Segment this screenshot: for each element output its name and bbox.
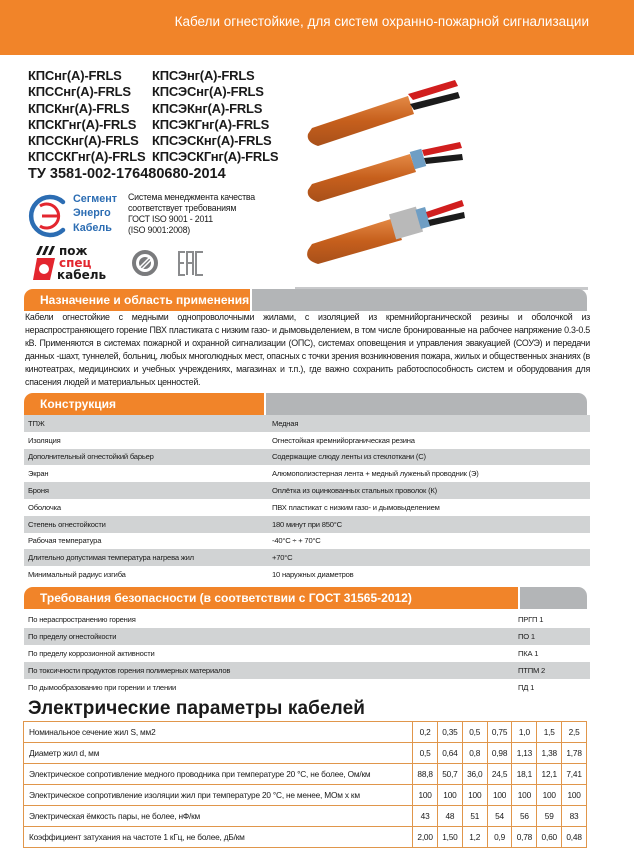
table-row <box>24 827 587 848</box>
row-value: ПКА 1 <box>518 649 539 658</box>
row-key: Дополнительный огнестойкий барьер <box>24 449 268 466</box>
model-name: КПССнг(А)-FRLS <box>28 84 131 100</box>
segment-energo-name <box>73 192 117 235</box>
row-value: ПРГП 1 <box>518 615 544 624</box>
table-row <box>24 645 590 662</box>
row-value: ПД 1 <box>518 683 535 692</box>
cell: 0,2 <box>413 722 438 743</box>
cell: 100 <box>462 785 487 806</box>
row-key: Длительно допустимая температура нагрева жил <box>24 549 268 566</box>
row-key: Степень огнестойкости <box>24 516 268 533</box>
row-value: ПО 1 <box>514 628 590 645</box>
row-value: +70°С <box>268 549 590 566</box>
row-value: Алюмополиэстерная лента + медный луженый проводник (Э) <box>272 469 479 479</box>
table-row <box>24 722 587 743</box>
row-key: ТПЖ <box>24 415 268 432</box>
table-row <box>24 566 590 583</box>
row-key: По дымообразованию при горении и тлении <box>28 683 177 692</box>
cell: 56 <box>512 806 537 827</box>
row-key: По пределу коррозионной активности <box>28 649 155 658</box>
cell: 100 <box>562 785 587 806</box>
cables-illustration <box>300 70 634 280</box>
cell: 0,64 <box>438 743 463 764</box>
section-header-construction <box>24 393 587 415</box>
row-key: По нераспространению горения <box>28 615 136 624</box>
table-row <box>24 499 590 516</box>
cell: 0,48 <box>562 827 587 848</box>
section-title: Требования безопасности (в соответствии с ГОСТ 31565-2012) <box>24 587 518 609</box>
construction-table <box>24 415 590 583</box>
cell: 1,5 <box>537 722 562 743</box>
cell: 0,35 <box>438 722 463 743</box>
cell: 0,9 <box>487 827 512 848</box>
pozhspetskabel-logo-icon <box>33 244 115 282</box>
table-row <box>24 806 587 827</box>
segment-energo-logo-icon <box>25 192 73 240</box>
cell: 0,75 <box>487 722 512 743</box>
table-row <box>24 662 590 679</box>
section-header-purpose <box>24 289 587 311</box>
cell: 0,98 <box>487 743 512 764</box>
svg-text:пож: пож <box>59 244 88 258</box>
table-row <box>24 482 590 499</box>
table-row <box>24 516 590 533</box>
cell: 0,5 <box>413 743 438 764</box>
logo-word: Сегмент <box>73 193 118 205</box>
section-title: Назначение и область применения <box>24 289 250 311</box>
model-name: КПСЭКГнг(А)-FRLS <box>152 116 270 132</box>
cell: 100 <box>512 785 537 806</box>
cell: 7,41 <box>562 764 587 785</box>
tu-standard: ТУ 3581-002-176480680-2014 <box>28 166 226 182</box>
model-name: КПССКнг(А)-FRLS <box>28 133 139 149</box>
cell: 1,50 <box>438 827 463 848</box>
model-name: КПСЭСКГнг(А)-FRLS <box>152 149 279 165</box>
row-key: Экран <box>28 469 49 479</box>
row-value: ПТПМ 2 <box>514 662 590 679</box>
table-row <box>24 764 587 785</box>
section-header-fill <box>266 393 587 415</box>
cell: 51 <box>462 806 487 827</box>
header-banner <box>0 0 634 55</box>
iso-line: (ISO 9001:2008) <box>128 225 191 235</box>
row-value: Медная <box>268 415 590 432</box>
row-key: По токсичности продуктов горения полимерных материалов <box>24 662 514 679</box>
cell: 0,8 <box>462 743 487 764</box>
cell: 100 <box>537 785 562 806</box>
model-name: КПСЭСКнг(А)-FRLS <box>152 133 272 149</box>
row-value: Огнестойкая кремнийорганическая резина <box>272 435 415 445</box>
table-row <box>24 679 590 696</box>
row-key: Броня <box>24 482 268 499</box>
row-label: Номинальное сечение жил S, мм2 <box>24 722 413 743</box>
row-label: Электрическая ёмкость пары, не более, нФ/км <box>24 806 413 827</box>
row-key: Рабочая температура <box>28 536 102 546</box>
model-name: КПСнг(А)-FRLS <box>28 68 122 83</box>
table-row <box>24 743 587 764</box>
cell: 2,00 <box>413 827 438 848</box>
cell: 0,60 <box>537 827 562 848</box>
cell: 24,5 <box>487 764 512 785</box>
header-title: Кабели огнестойкие, для систем охранно-пожарной сигнализации <box>174 14 589 29</box>
model-name: КПССКГнг(А)-FRLS <box>28 149 146 165</box>
table-row <box>24 533 590 550</box>
cell: 0,78 <box>512 827 537 848</box>
purpose-paragraph: Кабели огнестойкие с медными однопроволочными жилами, с изоляцией из кремнийорганической резины и оболочкой из нераспространяющего горение ПВХ пластиката с низким газо- и дымовыделением, в том числе бронированные на рабочее напряжение 0.3-0.5 кВ. Применяются в системах пожарной и охранной сигнализации (ОПС), системах оповещения и управления эвакуацией (СОУЭ) и передачи данных -шахт, туннелей, больниц, любых многолюдных мест, опасных с точки зрения возникновения пожара, жилых и общественных знаниях (в кинотеатрах, медицинских и учебных учреждениях, магазинах и т.п.), где важно сохранить работоспособность систем и оборудования для спасения людей и материальных ценностей. <box>25 312 590 388</box>
cell: 54 <box>487 806 512 827</box>
row-value: -40°С ÷ + 70°С <box>272 536 321 546</box>
row-key: Изоляция <box>28 435 61 445</box>
cell: 48 <box>438 806 463 827</box>
section-title: Конструкция <box>24 393 264 415</box>
electrical-title: Электрические параметры кабелей <box>28 698 366 719</box>
table-row <box>24 465 590 482</box>
row-key: Минимальный радиус изгиба <box>28 570 126 580</box>
electrical-table <box>23 721 587 848</box>
cell: 1,2 <box>462 827 487 848</box>
iso-line: ГОСТ ISO 9001 - 2011 <box>128 214 213 224</box>
iso-line: Система менеджмента качества <box>128 192 255 202</box>
table-row <box>24 785 587 806</box>
cell: 100 <box>487 785 512 806</box>
cell: 100 <box>413 785 438 806</box>
cell: 100 <box>438 785 463 806</box>
cell: 1,13 <box>512 743 537 764</box>
table-row <box>24 449 590 466</box>
cell: 88,8 <box>413 764 438 785</box>
logo-word: Кабель <box>73 221 112 234</box>
cell: 83 <box>562 806 587 827</box>
section-header-safety <box>24 587 587 609</box>
model-name: КПСЭКнг(А)-FRLS <box>152 100 263 116</box>
iso-certificate-text <box>128 192 255 236</box>
table-row <box>24 415 590 432</box>
cell: 12,1 <box>537 764 562 785</box>
iso-line: соответствует требованиям <box>128 203 237 213</box>
certification-mark-icon <box>130 248 160 278</box>
cell: 0,5 <box>462 722 487 743</box>
cell: 43 <box>413 806 438 827</box>
eac-mark-icon <box>177 248 207 278</box>
row-label: Диаметр жил d, мм <box>24 743 413 764</box>
row-label: Электрическое сопротивление медного проводника при температуре 20 °С, не более, Ом/км <box>24 764 413 785</box>
model-name: КПСКГнг(А)-FRLS <box>28 116 137 132</box>
cell: 1,38 <box>537 743 562 764</box>
cell: 50,7 <box>438 764 463 785</box>
section-header-fill <box>252 289 587 311</box>
row-value: ПВХ пластикат с низким газо- и дымовыделением <box>272 502 440 512</box>
table-row <box>24 611 590 628</box>
table-row <box>24 432 590 449</box>
row-label: Коэффициент затухания на частоте 1 кГц, не более, дБ/км <box>24 827 413 848</box>
row-key: По пределу огнестойкости <box>24 628 514 645</box>
cell: 18,1 <box>512 764 537 785</box>
row-label: Электрическое сопротивление изоляции жил при температуре 20 °С, не менее, МОм х км <box>24 785 413 806</box>
row-value: 10 наружных диаметров <box>272 570 354 580</box>
section-header-fill <box>520 587 587 609</box>
safety-table <box>24 611 590 696</box>
cell: 36,0 <box>462 764 487 785</box>
model-list <box>28 68 292 165</box>
cell: 59 <box>537 806 562 827</box>
row-value: 180 минут при 850°С <box>268 516 590 533</box>
row-value: Оплётка из оцинкованных стальных проволок (К) <box>268 482 590 499</box>
model-name: КПСЭнг(А)-FRLS <box>152 68 255 83</box>
table-row <box>24 549 590 566</box>
table-row <box>24 628 590 645</box>
svg-text:кабель: кабель <box>57 268 107 282</box>
model-name: КПСЭСнг(А)-FRLS <box>152 84 264 100</box>
model-name: КПСКнг(А)-FRLS <box>28 100 130 116</box>
row-value: Содержащие слюду ленты из стеклоткани (С) <box>268 449 590 466</box>
cell: 1,0 <box>512 722 537 743</box>
cell: 2,5 <box>562 722 587 743</box>
cell: 1,78 <box>562 743 587 764</box>
logo-word: Энерго <box>73 207 111 220</box>
svg-text:спец: спец <box>59 256 92 270</box>
row-key: Оболочка <box>28 502 61 512</box>
